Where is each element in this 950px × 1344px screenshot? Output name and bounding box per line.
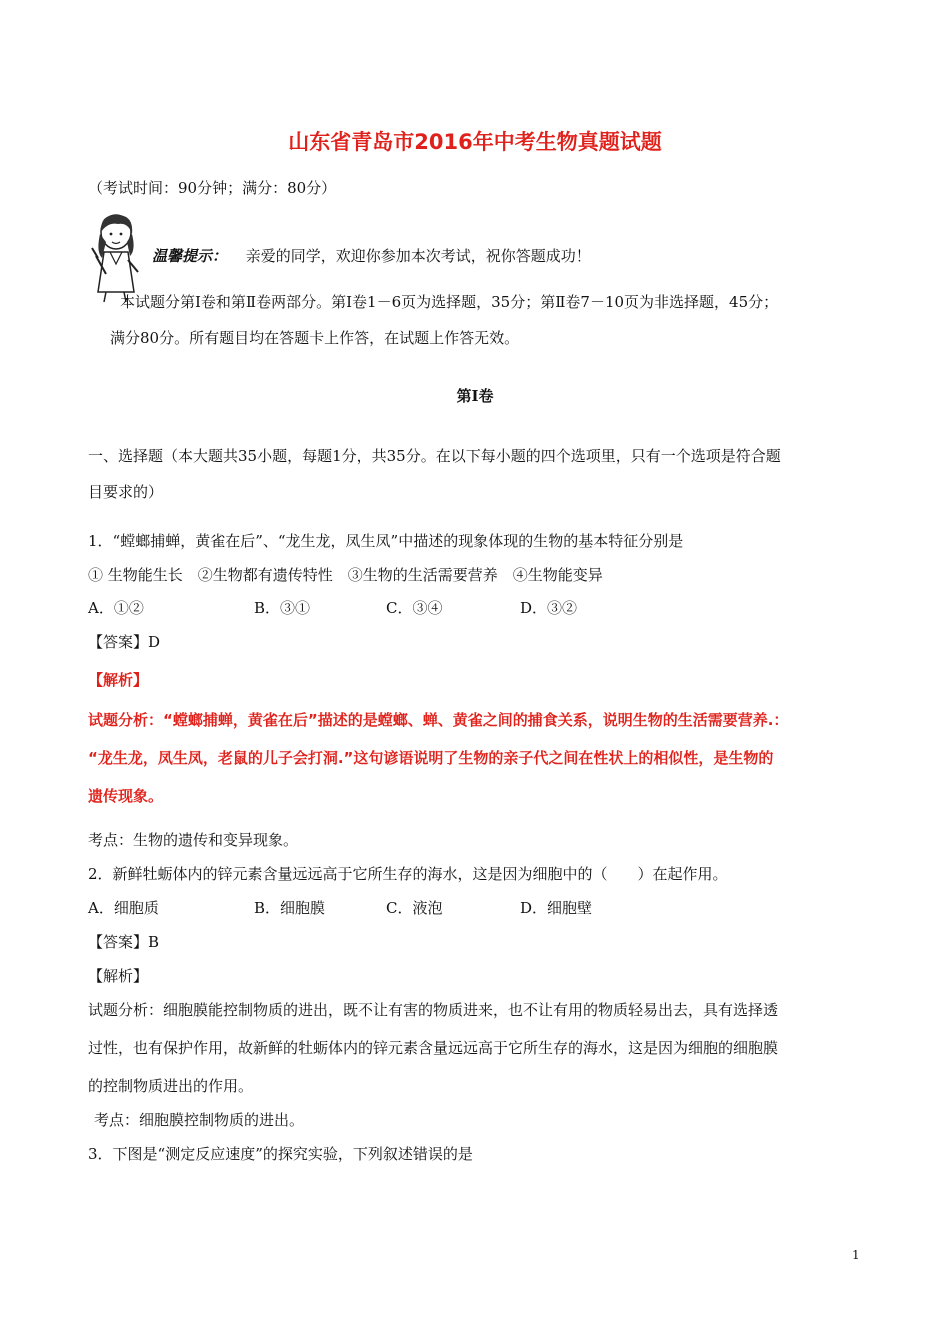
q1-analysis-label: 【解析】 <box>88 671 149 689</box>
q2-point: 考点：细胞膜控制物质的进出。 <box>94 1111 305 1129</box>
q1-option-a: A．①② <box>88 599 144 617</box>
intro-line-2: 满分80分。所有题目均在答题卡上作答，在试题上作答无效。 <box>110 329 520 347</box>
intro-line-1: 本试题分第Ⅰ卷和第Ⅱ卷两部分。第Ⅰ卷1－6页为选择题，35分；第Ⅱ卷7－10页为非选择题，45分； <box>120 293 779 311</box>
mascot-girl-image <box>88 212 146 304</box>
q2-option-b: B．细胞膜 <box>254 899 326 917</box>
q2-analysis-label: 【解析】 <box>88 967 149 985</box>
q1-option-d: D．③② <box>520 599 578 617</box>
q2-answer: 【答案】B <box>88 933 160 951</box>
document-title: 山东省青岛市2016年中考生物真题试题 <box>288 130 662 154</box>
q2-option-a: A．细胞质 <box>88 899 159 917</box>
tip-label: 温馨提示： <box>152 247 228 265</box>
page-number: 1 <box>852 1248 860 1262</box>
q1-options <box>88 598 788 620</box>
q3-stem: 3．下图是“测定反应速度”的探究实验，下列叙述错误的是 <box>88 1145 473 1163</box>
exam-info: （考试时间：90分钟；满分：80分） <box>88 179 337 197</box>
part1-instructions-line-1: 一、选择题（本大题共35小题，每题1分，共35分。在以下每小题的四个选项里，只有一个选项是符合题 <box>88 447 781 465</box>
q1-analysis-line-2: “龙生龙，凤生凤，老鼠的儿子会打洞.”这句谚语说明了生物的亲子代之间在性状上的相似性，是生物的 <box>88 749 774 767</box>
q2-analysis-line-2: 过性，也有保护作用，故新鲜的牡蛎体内的锌元素含量远远高于它所生存的海水，这是因为细胞的细胞膜 <box>88 1039 779 1057</box>
q1-answer: 【答案】D <box>88 633 161 651</box>
q1-option-c: C．③④ <box>386 599 443 617</box>
q2-stem: 2．新鲜牡蛎体内的锌元素含量远远高于它所生存的海水，这是因为细胞中的（ ）在起作用。 <box>88 865 728 883</box>
section-title: 第Ⅰ卷 <box>456 387 494 405</box>
q2-option-d: D．细胞壁 <box>520 899 593 917</box>
q2-options <box>88 898 788 920</box>
q2-option-c: C．液泡 <box>386 899 443 917</box>
q2-analysis-line-1: 试题分析：细胞膜能控制物质的进出，既不让有害的物质进来，也不让有用的物质轻易出去，具有选择透 <box>88 1001 779 1019</box>
q1-analysis-line-1: 试题分析：“螳螂捕蝉，黄雀在后”描述的是螳螂、蝉、黄雀之间的捕食关系，说明生物的生活需要营养.： <box>88 711 789 729</box>
q1-option-b: B．③① <box>254 599 311 617</box>
q1-choices: ① 生物能生长 ②生物都有遗传特性 ③生物的生活需要营养 ④生物能变异 <box>88 566 603 584</box>
q2-analysis-line-3: 的控制物质进出的作用。 <box>88 1077 254 1095</box>
q1-stem: 1．“螳螂捕蝉，黄雀在后”、“龙生龙，凤生凤”中描述的现象体现的生物的基本特征分别是 <box>88 532 684 550</box>
tip-text: 亲爱的同学，欢迎你参加本次考试，祝你答题成功！ <box>245 247 591 265</box>
q1-analysis-line-3: 遗传现象。 <box>88 787 164 805</box>
tip-line <box>152 246 591 266</box>
q1-point: 考点：生物的遗传和变异现象。 <box>88 831 299 849</box>
part1-instructions-line-2: 目要求的） <box>88 483 164 501</box>
